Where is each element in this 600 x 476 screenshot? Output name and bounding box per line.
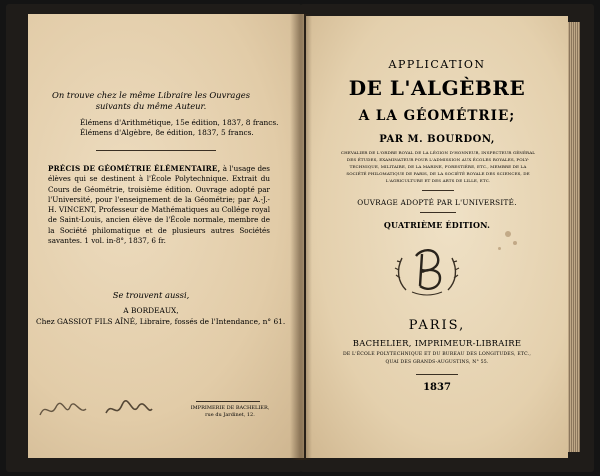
handwritten-signature: [36, 395, 156, 425]
left-header: [36, 90, 266, 112]
se-trouvent: Se trouvent aussi,: [112, 290, 190, 300]
credentials-line: L'AGRICULTURE ET DES ARTS DE LILLE, ETC.: [385, 178, 491, 183]
credentials-line: CHEVALIER DE L'ORDRE ROYAL DE LA LÉGION D'HONNEUR, INSPECTEUR GÉNÉRAL: [340, 150, 536, 155]
divider: [416, 374, 458, 375]
title-application: APPLICATION: [388, 58, 486, 71]
foxing-stain: [513, 241, 517, 245]
foxing-stain: [505, 231, 511, 237]
imprimerie-note: IMPRIMERIE DE BACHELIER, rue du Jardinet, 12.: [190, 405, 270, 418]
title-geometrie: A LA GÉOMÉTRIE;: [358, 108, 516, 124]
ouvrage-adopte: OUVRAGE ADOPTÉ PAR L'UNIVERSITÉ.: [357, 198, 517, 207]
chez-gassiot: Chez GASSIOT FILS AÎNÉ, Libraire, fossés de l'Intendance, n° 61.: [36, 317, 286, 326]
elements-alg-line: Élémens d'Algèbre, 8e édition, 1837, 5 francs.: [80, 128, 254, 137]
left-header-line2: suivants du même Auteur.: [95, 101, 207, 111]
page-stack-edge: [568, 22, 580, 452]
left-header-line1: On trouve chez le même Libraire les Ouvrages: [51, 90, 251, 100]
divider: [96, 150, 216, 151]
credentials-line: SOCIÉTÉ PHILOMATIQUE DE PARIS, DE LA SOCIÉTÉ ROYALE DES SCIENCES, DE: [346, 171, 530, 176]
foxing-stain: [498, 247, 501, 250]
bordeaux: A BORDEAUX,: [123, 306, 179, 315]
elements-arith-line: Élémens d'Arithmétique, 15e édition, 1837, 8 francs.: [80, 118, 279, 127]
divider: [196, 401, 260, 402]
city-paris: PARIS,: [408, 318, 466, 333]
credentials-line: TECHNIQUE, MILITAIRE, DE LA MARINE, FORESTIÈRE, ETC., MEMBRE DE LA: [349, 164, 527, 169]
divider: [420, 212, 456, 213]
precis-title: PRÉCIS DE GÉOMÉTRIE ÉLÉMENTAIRE,: [48, 164, 221, 173]
credentials-line: DES ÉTUDES, EXAMINATEUR POUR L'ADMISSION AUX ÉCOLES ROYALES, POLY-: [346, 157, 530, 162]
publication-year: 1837: [423, 382, 451, 393]
publisher-emblem-icon: [392, 244, 462, 298]
title-algebre: DE L'ALGÈBRE: [348, 76, 526, 100]
precis-body: à l'usage des élèves qui se destinent à l'École Polytechnique. Extrait du Cours de Géométrie, troisième édition. Ouvrage adopté par l'Université, pour l'enseignement de la Géométrie; par A.-J.-H. VINCENT, Professeur de Mathématiques au Collége royal de Saint-Louis, ancien élève de l'École normale, membre de la Société philomatique et de plusieurs autres Sociétés savantes. 1 vol. in-8°, 1837, 6 fr.: [48, 164, 270, 246]
publisher-address-line: DE L'ÉCOLE POLYTECHNIQUE ET DU BUREAU DES LONGITUDES, ETC.,: [342, 352, 532, 357]
publisher-address-line: QUAI DES GRANDS-AUGUSTINS, N° 55.: [385, 360, 489, 365]
author-line: PAR M. BOURDON,: [379, 134, 495, 145]
divider: [422, 190, 454, 191]
precis-paragraph: [48, 164, 270, 246]
edition: QUATRIÈME ÉDITION.: [383, 220, 491, 230]
publisher-name: BACHELIER, IMPRIMEUR-LIBRAIRE: [352, 338, 522, 348]
